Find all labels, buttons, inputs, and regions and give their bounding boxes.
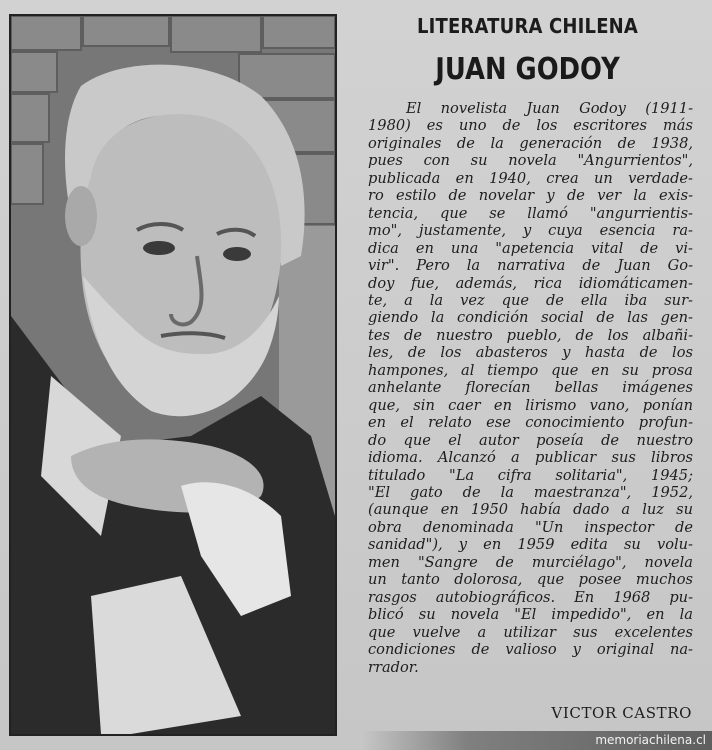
- article-line: te, a la vez que de ella iba sur-: [368, 291, 693, 309]
- article-line: vir". Pero la narrativa de Juan Go-: [368, 257, 693, 275]
- article-line: obra denominada "Un inspector de: [368, 518, 693, 536]
- article-line: condiciones de valioso y original na-: [368, 641, 693, 659]
- article-line: les, de los abasteros y hasta de los: [368, 344, 693, 362]
- article-line: mo", justamente, y cuya esencia ra-: [368, 222, 693, 240]
- article-line: men "Sangre de murciélago", novela: [368, 553, 693, 571]
- article-line: tencia, que se llamó "angurrientis-: [368, 204, 693, 222]
- article-line: doy fue, además, rica idiomáticamen-: [368, 274, 693, 292]
- portrait-illustration: [11, 16, 335, 734]
- article-line: do que el autor poseía de nuestro: [368, 431, 693, 449]
- article-line: que, sin caer en lirismo vano, ponían: [368, 396, 693, 414]
- article-line: publicada en 1940, crea un verdade-: [368, 169, 693, 187]
- article-line: rasgos autobiográficos. En 1968 pu-: [368, 588, 693, 606]
- article-line: titulado "La cifra solitaria", 1945;: [368, 466, 693, 484]
- article-line: El novelista Juan Godoy (1911-: [406, 100, 693, 117]
- article-line: idioma. Alcanzó a publicar sus libros: [368, 449, 693, 467]
- article-line: 1980) es uno de los escritores más: [368, 117, 693, 135]
- article-body: [368, 100, 693, 676]
- article-line: originales de la generación de 1938,: [368, 134, 693, 152]
- section-heading: LITERATURA CHILENA: [416, 14, 639, 38]
- article-line: giendo la condición social de las gen-: [368, 309, 693, 327]
- watermark-text: memoriachilena.cl: [595, 733, 706, 747]
- article-line: "El gato de la maestranza", 1952,: [368, 483, 693, 501]
- article-line: un tanto dolorosa, que posee muchos: [368, 571, 693, 589]
- article-line: (aunque en 1950 había dado a luz su: [368, 501, 693, 519]
- watermark-banner: [362, 731, 712, 750]
- article-line: en el relato ese conocimiento profun-: [368, 414, 693, 432]
- author-signature: VICTOR CASTRO: [551, 704, 692, 722]
- article-line: hampones, al tiempo que en su prosa: [368, 361, 693, 379]
- article-line: blicó su novela "El impedido", en la: [368, 606, 693, 624]
- article-line: rrador.: [368, 658, 419, 676]
- article-line: que vuelve a utilizar sus excelentes: [368, 623, 693, 641]
- article-title: JUAN GODOY: [435, 52, 620, 87]
- article-line: sanidad"), y en 1959 edita su volu-: [368, 536, 693, 554]
- article-line: tes de nuestro pueblo, de los albañi-: [368, 326, 693, 344]
- author-portrait-photo: [9, 14, 337, 736]
- article-line: pues con su novela "Angurrientos",: [368, 152, 693, 170]
- article-line: anhelante florecían bellas imágenes: [368, 379, 693, 397]
- article-line: ro estilo de novelar y de ver la exis-: [368, 187, 693, 205]
- article-line: dica en una "apetencia vital de vi-: [368, 239, 693, 257]
